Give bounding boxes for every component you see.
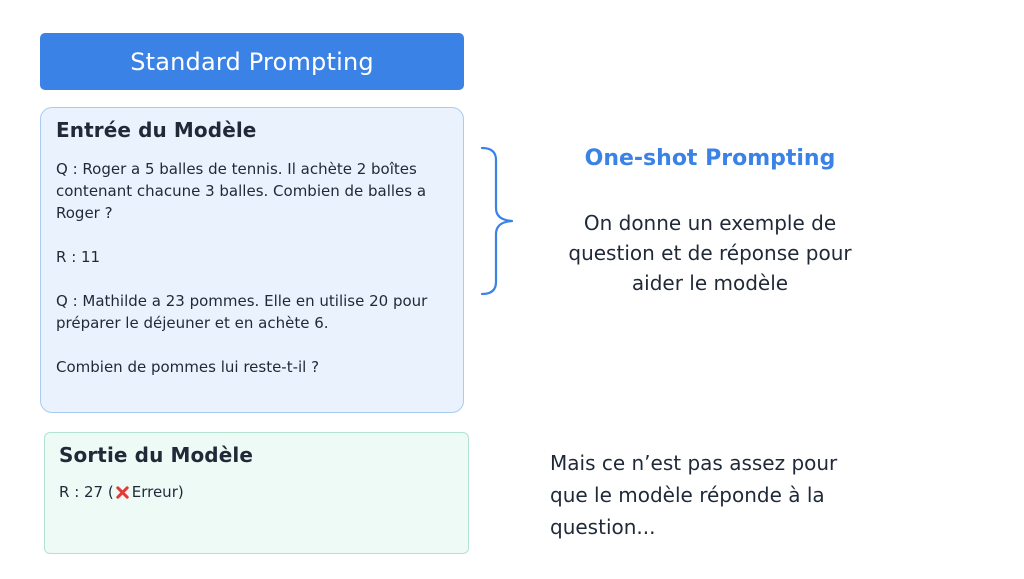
model-output-title: Sortie du Modèle — [59, 443, 254, 467]
example-answer: R : 11 — [56, 248, 101, 266]
model-input-box — [40, 107, 464, 413]
target-question-ask: Combien de pommes lui reste-t-il ? — [56, 358, 320, 376]
one-shot-title: One-shot Prompting — [584, 146, 836, 171]
model-output-answer — [59, 481, 454, 503]
error-label: Erreur) — [131, 483, 184, 501]
curly-brace-icon — [478, 146, 518, 296]
target-question: Q : Mathilde a 23 pommes. Elle en utilise 20 pour préparer le déjeuner et en achète 6. — [56, 292, 428, 332]
model-output-box — [44, 432, 469, 554]
cross-icon — [115, 485, 130, 500]
limitation-note: Mais ce n’est pas assez pour que le modèle réponde à la question... — [550, 451, 838, 539]
model-input-title: Entrée du Modèle — [56, 118, 257, 142]
example-question: Q : Roger a 5 balles de tennis. Il achète 2 boîtes contenant chacune 3 balles. Combien de balles a Roger ? — [56, 160, 427, 222]
header-label: Standard Prompting — [130, 47, 374, 76]
one-shot-description: On donne un exemple de question et de réponse pour aider le modèle — [568, 211, 852, 295]
standard-prompting-header — [40, 33, 464, 90]
answer-prefix: R : 27 ( — [59, 483, 114, 501]
